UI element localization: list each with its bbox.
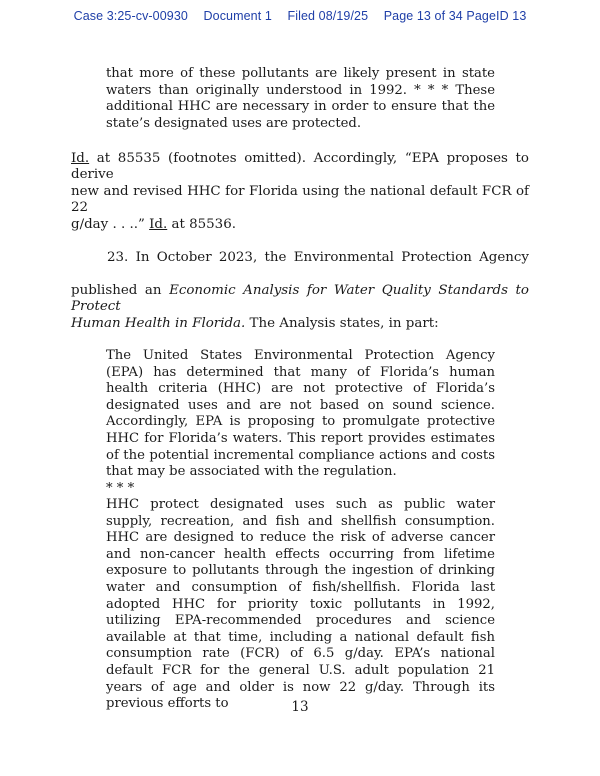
paragraph-text: published an — [71, 283, 170, 298]
filed-date: Filed 08/19/25 — [287, 9, 369, 23]
id-cite: Id. — [149, 217, 168, 232]
page-id: Page 13 of 34 PageID 13 — [383, 9, 527, 23]
quote-text: The United States Environmental Protection Agency (EPA) has determined that many of Florida’s human health criteria (HHC) are not protective of Florida’s designated uses and are not based on sound science. Accordingly, EPA is proposing to promulgate protective HHC for Florida’s waters. This report provides estimates of the potential incremental compliance actions and costs that may be associated with the regulation. — [106, 348, 495, 480]
block-quote-1: that more of these pollutants are likely present in state waters than originally understood in 1992. * * * These additional HHC are necessary in order to ensure that the state’s designated uses are protected. — [106, 66, 495, 131]
report-title: Economic Analysis for Water Quality Standards to Protect — [71, 283, 529, 314]
citation-line-3 — [71, 217, 529, 233]
page-number: 13 — [291, 699, 309, 715]
citation-text: g/day . . ..” — [71, 217, 150, 232]
case-number: Case 3:25-cv-00930 — [73, 9, 188, 23]
ellipsis-stars: * * * — [106, 480, 135, 496]
paragraph-23-line-3 — [71, 316, 529, 332]
citation-text: at 85536. — [167, 217, 236, 232]
paragraph-text: The Analysis states, in part: — [245, 316, 439, 331]
report-title: Human Health in Florida. — [71, 316, 246, 331]
document-number: Document 1 — [203, 9, 272, 23]
id-cite: Id. — [71, 151, 90, 166]
filing-header — [0, 9, 600, 23]
block-quote-3: HHC protect designated uses such as public water supply, recreation, and fish and shellfish consumption. HHC are designed to reduce the risk of adverse cancer and non-cancer health effects occurring from lifetime exposure to pollutants through the ingestion of drinking water and consumption of fish/shellfish. Florida last adopted HHC for priority toxic pollutants in 1992, utilizing EPA-recommended procedures and science available at that time, including a national default fish consumption rate (FCR) of 6.5 g/day. EPA’s national default FCR for the general U.S. adult population 21 years of age and older is now 22 g/day. Through its previous efforts to — [106, 497, 495, 712]
paragraph-23-line-1: 23. In October 2023, the Environmental Protection Agency — [107, 250, 529, 265]
citation-text: at 85535 (footnotes omitted). Accordingly, “EPA proposes to derive — [71, 151, 529, 182]
citation-line-2: new and revised HHC for Florida using the national default FCR of 22 — [71, 184, 529, 215]
paragraph-23-line-2 — [71, 283, 529, 315]
block-quote-2 — [106, 348, 495, 497]
citation-line-1 — [71, 151, 529, 183]
